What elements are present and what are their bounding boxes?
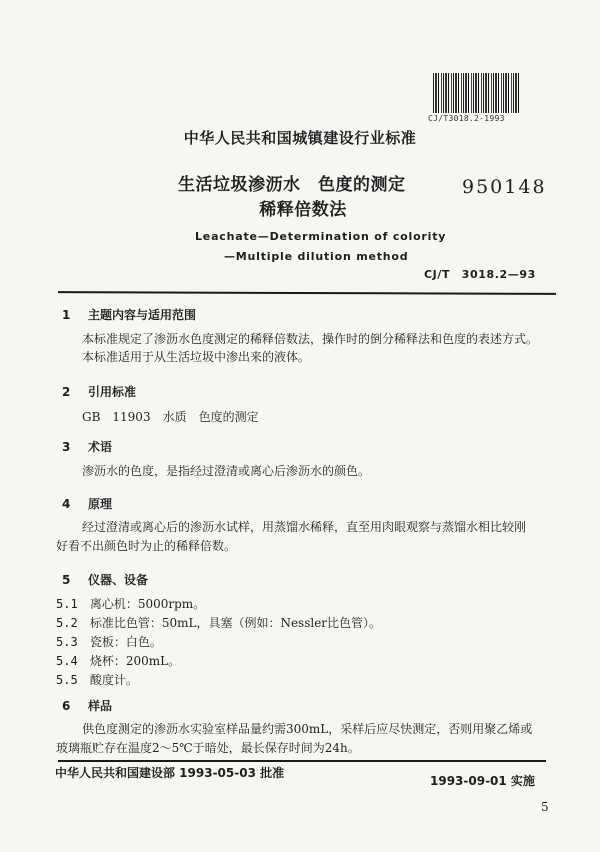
section-1-paragraph-1: 本标准规定了渗沥水色度测定的稀释倍数法，操作时的倒分稀释法和色度的表述方式。 [82, 332, 539, 346]
section-6-paragraph-line-2: 玻璃瓶贮存在温度2～5℃于暗处，最长保存时间为24h。 [56, 741, 360, 755]
section-6-paragraph-line-1: 供色度测定的渗沥水实验室样品量约需300mL，采样后应尽快测定，否则用聚乙烯或 [82, 722, 533, 736]
title-line-1: 生活垃圾渗沥水 色度的测定 [178, 175, 406, 195]
section-2-heading [62, 383, 136, 400]
section-number: 5 [62, 573, 71, 587]
section-number: 4 [62, 497, 71, 511]
standard-code: CJ/T 3018.2—93 [424, 268, 536, 281]
section-3-paragraph: 渗沥水的色度，是指经过澄清或离心后渗沥水的颜色。 [82, 464, 371, 478]
bottom-divider [58, 760, 546, 762]
barcode-text: CJ/T3018.2-1993 [428, 114, 505, 123]
approval-line: 中华人民共和国建设部 1993-05-03 批准 [55, 766, 285, 780]
section-number: 2 [62, 385, 71, 399]
list-item [56, 614, 381, 631]
item-text: 标准比色管：50mL，具塞（例如：Nessler比色管）。 [89, 616, 382, 630]
section-title: 引用标准 [88, 385, 137, 399]
item-number: 5.5 [56, 673, 78, 687]
section-4-paragraph-line-1: 经过澄清或离心后的渗沥水试样，用蒸馏水稀释，直至用肉眼观察与蒸馏水相比较刚 [82, 520, 527, 534]
barcode [433, 73, 519, 113]
effective-date: 1993-09-01 实施 [430, 774, 535, 788]
section-title: 仪器、设备 [88, 573, 149, 587]
item-text: 烧杯：200mL。 [89, 654, 181, 668]
section-title: 原理 [88, 497, 113, 511]
list-item [56, 595, 205, 612]
section-number: 6 [62, 699, 71, 713]
english-title-line-2: —Multiple dilution method [224, 250, 409, 263]
section-1-heading [62, 306, 196, 323]
document-number: 950148 [462, 176, 547, 198]
english-title-line-1: Leachate—Determination of colority [195, 230, 447, 243]
section-number: 3 [62, 440, 71, 454]
section-title: 样品 [88, 699, 113, 713]
section-1-paragraph-2: 本标准适用于从生活垃圾中渗出来的液体。 [82, 350, 311, 364]
item-text: 酸度计。 [89, 673, 138, 687]
item-number: 5.3 [56, 635, 78, 649]
section-3-heading [62, 438, 112, 455]
section-5-heading [62, 571, 148, 588]
item-number: 5.2 [56, 616, 78, 630]
top-divider [58, 291, 556, 295]
title-line-2: 稀释倍数法 [259, 200, 347, 220]
list-item [56, 671, 138, 688]
section-2-reference: GB 11903 水质 色度的测定 [82, 410, 259, 424]
standard-type-heading: 中华人民共和国城镇建设行业标准 [183, 129, 417, 147]
section-title: 术语 [88, 440, 113, 454]
section-number: 1 [62, 308, 71, 322]
item-number: 5.1 [56, 597, 78, 611]
section-title: 主题内容与适用范围 [88, 308, 197, 322]
page-number: 5 [541, 800, 549, 814]
section-4-paragraph-line-2: 好看不出颜色时为止的稀释倍数。 [56, 539, 237, 553]
list-item [56, 652, 180, 669]
list-item [56, 633, 162, 650]
section-6-heading [62, 697, 112, 714]
section-4-heading [62, 495, 112, 512]
item-number: 5.4 [56, 654, 78, 668]
item-text: 瓷板：白色。 [89, 635, 162, 649]
item-text: 离心机：5000rpm。 [89, 597, 206, 611]
